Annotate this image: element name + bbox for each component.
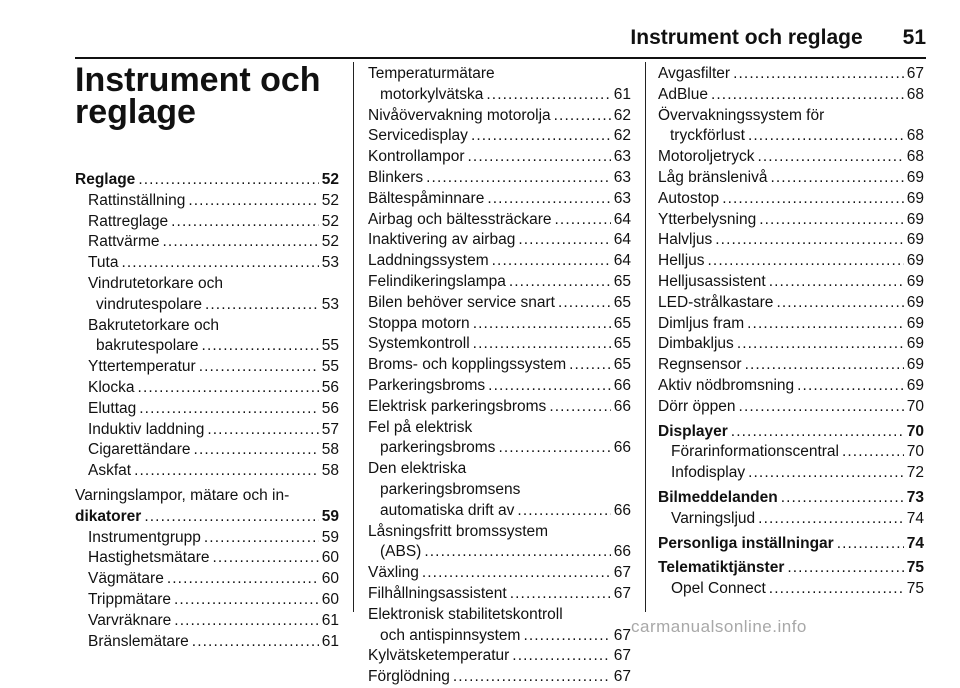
page-number: 51 — [902, 26, 926, 49]
toc-page-number: 60 — [321, 570, 339, 588]
toc-entry[interactable] — [75, 399, 339, 420]
toc-page-number: 61 — [321, 632, 339, 650]
toc-entry[interactable] — [368, 272, 631, 293]
dot-leader — [471, 126, 611, 147]
toc-entry[interactable] — [75, 590, 339, 611]
toc-page-number: 60 — [321, 549, 339, 567]
toc-entry[interactable] — [658, 106, 924, 148]
toc-entry[interactable] — [368, 522, 631, 564]
toc-entry-text: Låsningsfritt bromssystem — [368, 522, 549, 540]
dot-leader — [781, 488, 904, 509]
dot-leader — [171, 212, 319, 233]
dot-leader — [569, 355, 611, 376]
toc-entry-text: (ABS) — [380, 543, 422, 561]
toc-page-number: 53 — [321, 254, 339, 272]
toc-page-number: 56 — [321, 399, 339, 417]
dot-leader — [487, 189, 610, 210]
toc-entry-text: automatiska drift av — [380, 501, 515, 519]
dot-leader — [194, 440, 319, 461]
toc-entry-text: Eluttag — [88, 399, 137, 417]
dot-leader — [473, 334, 611, 355]
toc-page-number: 58 — [321, 441, 339, 459]
toc-page-number: 69 — [906, 168, 924, 186]
toc-page-number: 66 — [613, 501, 631, 519]
toc-section[interactable] — [75, 170, 339, 191]
toc-page-number: 60 — [321, 590, 339, 608]
toc-entry-text: Yttertemperatur — [88, 358, 196, 376]
dot-leader — [204, 528, 319, 549]
toc-entry-text: Avgasfilter — [658, 65, 731, 82]
toc-page-number: 57 — [321, 420, 339, 438]
dot-leader — [797, 376, 904, 397]
toc-entry-text: motorkylvätska — [380, 85, 484, 103]
toc-entry-text: Askfat — [88, 462, 132, 480]
dot-leader — [770, 168, 903, 189]
toc-page-number: 69 — [906, 189, 924, 207]
toc-entry-text: Filhållningsassistent — [368, 584, 507, 602]
toc-page-number: 69 — [906, 376, 924, 394]
toc-page-number: 55 — [321, 337, 339, 355]
dot-leader — [510, 584, 611, 605]
toc-entry-text: Dimljus fram — [658, 314, 745, 332]
dot-leader — [488, 376, 611, 397]
toc-page-number: 56 — [321, 378, 339, 396]
toc-page-number: 52 — [321, 191, 339, 209]
toc-entry[interactable] — [368, 418, 631, 460]
toc-entry-text: Inaktivering av airbag — [368, 231, 516, 249]
toc-entry[interactable] — [368, 64, 631, 106]
toc-entry-text: Reglage — [75, 171, 136, 188]
toc-page-number: 65 — [613, 272, 631, 290]
toc-entry-text: Blinkers — [368, 168, 424, 186]
toc-entry[interactable] — [658, 442, 924, 463]
dot-leader — [837, 534, 904, 555]
toc-page-number: 65 — [613, 293, 631, 311]
toc-page-number: 64 — [613, 231, 631, 249]
toc-entry-text: Förarinformationscentral — [671, 443, 839, 461]
toc-entry-text: Helljusassistent — [658, 272, 766, 290]
toc-page-number: 69 — [906, 293, 924, 311]
dot-leader — [167, 569, 319, 590]
toc-entry[interactable] — [368, 168, 631, 189]
dot-leader — [202, 336, 319, 357]
dot-leader — [757, 147, 903, 168]
toc-entry[interactable] — [75, 274, 339, 316]
toc-entry-text: Varningsljud — [671, 509, 756, 527]
dot-leader — [163, 232, 319, 253]
toc-entry[interactable] — [368, 605, 631, 647]
dot-leader — [486, 85, 610, 106]
toc-entry[interactable] — [75, 461, 339, 482]
dot-leader — [422, 563, 611, 584]
toc-page-number: 62 — [613, 127, 631, 145]
dot-leader — [711, 85, 904, 106]
toc-entry[interactable] — [368, 126, 631, 147]
toc-entry-text: Systemkontroll — [368, 335, 470, 353]
toc-section[interactable] — [658, 558, 924, 579]
dot-leader — [424, 542, 610, 563]
toc-entry-text: Servicedisplay — [368, 127, 468, 145]
toc-entry-text: Tuta — [88, 254, 119, 272]
toc-entry-text: Trippmätare — [88, 590, 171, 608]
dot-leader — [498, 438, 610, 459]
toc-entry-text: Induktiv laddning — [88, 420, 205, 438]
toc-section[interactable] — [658, 488, 924, 509]
page-header — [630, 26, 926, 56]
toc-page-number: 59 — [321, 528, 339, 546]
toc-entry-text: Regnsensor — [658, 356, 742, 374]
dot-leader — [776, 293, 903, 314]
toc-page-number: 69 — [906, 231, 924, 249]
toc-entry-text: Växling — [368, 564, 419, 582]
toc-entry[interactable] — [75, 212, 339, 233]
dot-leader — [731, 422, 904, 443]
dot-leader — [138, 378, 319, 399]
toc-entry[interactable] — [368, 293, 631, 314]
toc-entry-text: Opel Connect — [671, 580, 766, 598]
dot-leader — [737, 334, 904, 355]
toc-page-number: 66 — [613, 543, 631, 561]
dot-leader — [549, 397, 610, 418]
column-divider — [645, 62, 646, 612]
toc-page-number: 55 — [321, 358, 339, 376]
toc-entry-text: Infodisplay — [671, 464, 746, 482]
toc-entry-text: tryckförlust — [670, 127, 745, 145]
toc-page-number: 67 — [906, 65, 924, 82]
dot-leader — [174, 611, 318, 632]
watermark: carmanualsonline.info — [631, 617, 807, 636]
toc-entry-text: Autostop — [658, 189, 720, 207]
dot-leader — [174, 590, 319, 611]
toc-entry[interactable] — [368, 314, 631, 335]
dot-leader — [555, 210, 611, 231]
toc-page-number: 69 — [906, 335, 924, 353]
dot-leader — [139, 399, 318, 420]
toc-page-number: 63 — [613, 168, 631, 186]
dot-leader — [205, 295, 319, 316]
toc-section[interactable] — [658, 422, 924, 443]
header-rule — [75, 57, 926, 59]
toc-page-number: 65 — [613, 314, 631, 332]
toc-entry[interactable] — [368, 563, 631, 584]
dot-leader — [787, 558, 903, 579]
toc-page-number: 69 — [906, 210, 924, 228]
toc-entry-text: Dimbakljus — [658, 335, 734, 353]
dot-leader — [453, 667, 611, 688]
toc-page-number: 61 — [613, 85, 631, 103]
toc-entry-text: Bilmeddelanden — [658, 488, 778, 506]
toc-page-number: 65 — [613, 335, 631, 353]
dot-leader — [207, 420, 318, 441]
toc-entry-text: Fel på elektrisk — [368, 418, 473, 436]
dot-leader — [758, 509, 904, 530]
toc-entry-text: Vägmätare — [88, 570, 164, 588]
toc-entry-text: Nivåövervakning motorolja — [368, 106, 551, 124]
toc-entry-text: vindrutespolare — [96, 295, 202, 313]
toc-entry[interactable] — [75, 253, 339, 274]
toc-entry[interactable] — [368, 230, 631, 251]
dot-leader — [745, 355, 904, 376]
dot-leader — [739, 397, 904, 418]
toc-entry-text: Telematiktjänster — [658, 559, 785, 577]
dot-leader — [517, 501, 610, 522]
toc-entry-text: Laddningssystem — [368, 252, 489, 270]
toc-entry[interactable] — [658, 251, 924, 272]
toc-entry[interactable] — [658, 509, 924, 530]
toc-entry[interactable] — [75, 378, 339, 399]
toc-entry-text: Motoroljetryck — [658, 148, 755, 166]
toc-entry-text: Rattvärme — [88, 233, 160, 251]
toc-entry[interactable] — [368, 667, 631, 688]
toc-entry[interactable] — [368, 397, 631, 418]
header-title: Instrument och reglage — [630, 26, 863, 49]
toc-page-number: 52 — [321, 233, 339, 251]
toc-page-number: 69 — [906, 314, 924, 332]
dot-leader — [509, 272, 611, 293]
toc-page-number: 65 — [613, 356, 631, 374]
toc-entry[interactable] — [368, 646, 631, 667]
dot-leader — [468, 147, 611, 168]
dot-leader — [769, 579, 904, 600]
toc-page-number: 69 — [906, 252, 924, 270]
toc-column-1 — [75, 170, 339, 652]
toc-entry[interactable] — [368, 376, 631, 397]
toc-entry[interactable] — [75, 569, 339, 590]
toc-page-number: 63 — [613, 189, 631, 207]
toc-entry[interactable] — [75, 316, 339, 358]
toc-entry[interactable] — [658, 376, 924, 397]
toc-page-number: 67 — [613, 584, 631, 602]
toc-entry-text: Bakrutetorkare och — [88, 316, 219, 334]
toc-entry[interactable] — [368, 251, 631, 272]
toc-column-3 — [658, 64, 924, 600]
toc-entry-text: Helljus — [658, 252, 705, 270]
toc-entry-text: Elektronisk stabilitetskontroll — [368, 605, 563, 623]
dot-leader — [199, 357, 319, 378]
dot-leader — [138, 170, 318, 191]
toc-page-number: 62 — [613, 106, 631, 124]
toc-entry-text: Ytterbelysning — [658, 210, 757, 228]
toc-page-number: 66 — [613, 397, 631, 415]
toc-entry-text: Rattreglage — [88, 212, 169, 230]
toc-entry[interactable] — [75, 420, 339, 441]
chapter-title: Instrument och reglage — [75, 61, 321, 131]
dot-leader — [144, 507, 318, 528]
toc-entry[interactable] — [658, 293, 924, 314]
toc-page-number: 70 — [906, 443, 924, 461]
toc-entry[interactable] — [658, 463, 924, 484]
toc-entry-text: Felindikeringslampa — [368, 272, 506, 290]
toc-entry[interactable] — [658, 334, 924, 355]
toc-entry-text: Hastighetsmätare — [88, 549, 210, 567]
toc-page-number: 67 — [613, 564, 631, 582]
toc-entry-text: Bilen behöver service snart — [368, 293, 555, 311]
toc-page-number: 74 — [906, 509, 924, 527]
toc-entry[interactable] — [658, 168, 924, 189]
toc-entry[interactable] — [658, 64, 924, 85]
toc-entry[interactable] — [75, 548, 339, 569]
toc-entry-text: bakrutespolare — [96, 337, 199, 355]
toc-entry-text: Förglödning — [368, 668, 450, 686]
toc-entry[interactable] — [368, 584, 631, 605]
toc-entry[interactable] — [75, 232, 339, 253]
dot-leader — [554, 106, 611, 127]
toc-entry[interactable] — [368, 459, 631, 521]
toc-entry[interactable] — [658, 189, 924, 210]
toc-entry-text: AdBlue — [658, 85, 708, 103]
toc-entry-text: Halvljus — [658, 231, 713, 249]
toc-entry-text: Den elektriska — [368, 460, 467, 478]
toc-entry[interactable] — [658, 272, 924, 293]
toc-entry-text: Kylvätsketemperatur — [368, 647, 510, 665]
toc-page-number: 70 — [906, 422, 924, 440]
toc-entry[interactable] — [75, 611, 339, 632]
toc-page-number: 68 — [906, 85, 924, 103]
toc-page-number: 63 — [613, 148, 631, 166]
toc-entry-text: Personliga inställningar — [658, 534, 834, 552]
toc-entry[interactable] — [75, 357, 339, 378]
toc-entry-text: Instrumentgrupp — [88, 528, 201, 546]
dot-leader — [748, 126, 904, 147]
toc-entry[interactable] — [368, 355, 631, 376]
dot-leader — [733, 64, 904, 85]
toc-page-number: 58 — [321, 462, 339, 480]
toc-entry-text: Dörr öppen — [658, 397, 736, 415]
toc-entry-text: Vindrutetorkare och — [88, 274, 223, 292]
toc-page-number: 73 — [906, 488, 924, 506]
dot-leader — [518, 230, 610, 251]
toc-entry[interactable] — [75, 191, 339, 212]
toc-entry[interactable] — [368, 210, 631, 231]
dot-leader — [558, 293, 611, 314]
toc-entry-text: Bränslemätare — [88, 632, 189, 650]
toc-entry-text: Stoppa motorn — [368, 314, 470, 332]
toc-entry[interactable] — [368, 106, 631, 127]
toc-page-number: 59 — [321, 507, 339, 525]
dot-leader — [473, 314, 611, 335]
toc-entry-text: Varvräknare — [88, 611, 172, 629]
dot-leader — [715, 230, 903, 251]
dot-leader — [134, 461, 319, 482]
dot-leader — [492, 251, 611, 272]
dot-leader — [121, 253, 318, 274]
toc-page-number: 64 — [613, 252, 631, 270]
toc-entry[interactable] — [368, 189, 631, 210]
toc-column-2 — [368, 64, 631, 688]
toc-page-number: 72 — [906, 464, 924, 482]
dot-leader — [722, 189, 904, 210]
toc-entry[interactable] — [658, 314, 924, 335]
toc-page-number: 52 — [321, 212, 339, 230]
toc-entry-text: Varningslampor, mätare och in- — [75, 486, 290, 504]
toc-entry-text: och antispinnsystem — [380, 626, 521, 644]
toc-page-number: 66 — [613, 376, 631, 394]
toc-entry-text: Elektrisk parkeringsbroms — [368, 397, 547, 415]
dot-leader — [747, 314, 904, 335]
toc-entry[interactable] — [658, 355, 924, 376]
toc-entry-text: dikatorer — [75, 507, 142, 525]
toc-page-number: 67 — [613, 668, 631, 686]
toc-page-number: 68 — [906, 148, 924, 166]
column-divider — [353, 62, 354, 612]
toc-entry-text: Övervakningssystem för — [658, 106, 825, 124]
toc-entry-text: Kontrollampor — [368, 148, 465, 166]
toc-page-number: 64 — [613, 210, 631, 228]
toc-entry-text: Temperaturmätare — [368, 65, 495, 82]
toc-page-number: 52 — [321, 171, 339, 188]
dot-leader — [708, 251, 904, 272]
toc-entry[interactable] — [658, 147, 924, 168]
dot-leader — [188, 191, 318, 212]
toc-entry-text: Cigarettändare — [88, 441, 191, 459]
toc-entry-text: Parkeringsbroms — [368, 376, 486, 394]
toc-entry-text: Klocka — [88, 378, 135, 396]
toc-entry-text: Aktiv nödbromsning — [658, 376, 795, 394]
toc-section[interactable] — [75, 486, 339, 528]
dot-leader — [769, 272, 904, 293]
toc-entry[interactable] — [658, 579, 924, 600]
toc-page-number: 68 — [906, 127, 924, 145]
toc-entry-text: parkeringsbroms — [380, 439, 496, 457]
toc-entry[interactable] — [368, 147, 631, 168]
toc-page-number: 67 — [613, 626, 631, 644]
toc-entry[interactable] — [368, 334, 631, 355]
dot-leader — [523, 626, 610, 647]
toc-page-number: 75 — [906, 580, 924, 598]
toc-entry[interactable] — [658, 397, 924, 418]
toc-entry-text: Airbag och bältessträckare — [368, 210, 552, 228]
toc-entry-text: parkeringsbromsens — [380, 480, 521, 498]
toc-section[interactable] — [658, 534, 924, 555]
toc-page-number: 61 — [321, 611, 339, 629]
toc-entry[interactable] — [658, 230, 924, 251]
dot-leader — [748, 463, 904, 484]
toc-entry[interactable] — [658, 85, 924, 106]
dot-leader — [512, 646, 610, 667]
dot-leader — [212, 548, 318, 569]
toc-entry[interactable] — [658, 210, 924, 231]
toc-entry-text: Broms- och kopplingssystem — [368, 356, 567, 374]
toc-page-number: 69 — [906, 272, 924, 290]
toc-entry-text: Displayer — [658, 422, 728, 440]
toc-entry[interactable] — [75, 440, 339, 461]
dot-leader — [759, 210, 904, 231]
toc-page-number: 53 — [321, 295, 339, 313]
toc-page-number: 66 — [613, 439, 631, 457]
toc-page-number: 69 — [906, 356, 924, 374]
toc-page-number: 75 — [906, 559, 924, 577]
dot-leader — [426, 168, 611, 189]
toc-entry-text: Rattinställning — [88, 191, 186, 209]
toc-entry-text: LED-strålkastare — [658, 293, 774, 311]
toc-page-number: 67 — [613, 647, 631, 665]
toc-entry-text: Låg bränslenivå — [658, 168, 768, 186]
toc-entry-text: Bältespåminnare — [368, 189, 485, 207]
dot-leader — [842, 442, 904, 463]
toc-entry[interactable] — [75, 528, 339, 549]
toc-page-number: 74 — [906, 534, 924, 552]
toc-page-number: 70 — [906, 397, 924, 415]
